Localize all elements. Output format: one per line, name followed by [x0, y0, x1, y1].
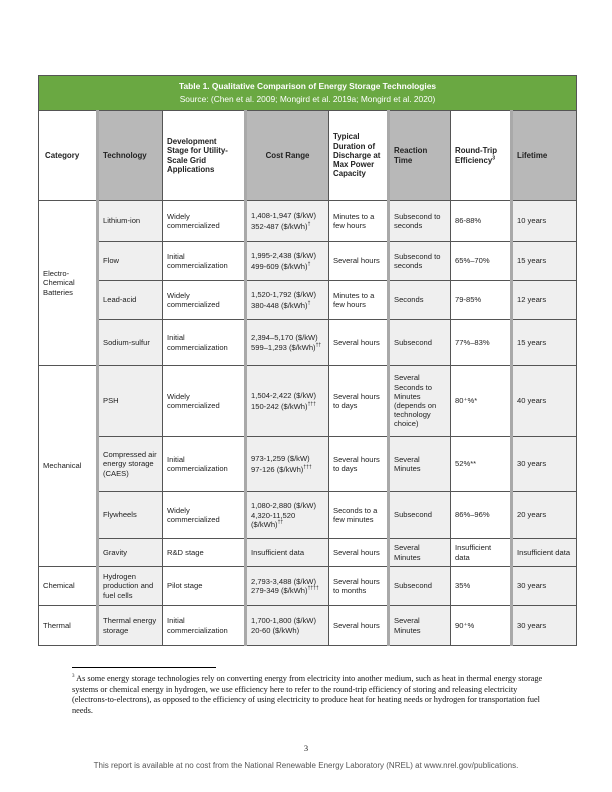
lifetime-cell: 30 years [512, 567, 577, 606]
technology-cell: Lithium-ion [98, 201, 163, 242]
table-row [39, 437, 577, 492]
table-row [39, 539, 577, 567]
header-duration: Typical Duration of Discharge at Max Power Capacity [329, 111, 389, 201]
cost-range-cell [246, 201, 329, 242]
page-footer: This report is available at no cost from the National Renewable Energy Laboratory (NREL) at www.nrel.gov/publications. [93, 761, 519, 770]
energy-storage-comparison-table [38, 75, 577, 646]
duration-cell: Several hours [329, 320, 389, 366]
cost-line [251, 626, 324, 635]
reaction-time-cell: Several Minutes [389, 437, 451, 492]
cost-range-cell [246, 539, 329, 567]
cost-range-cell [246, 437, 329, 492]
cost-range-cell [246, 606, 329, 646]
technology-cell: Gravity [98, 539, 163, 567]
efficiency-cell: 80⁺%* [451, 366, 512, 437]
table-title: Table 1. Qualitative Comparison of Energy Storage Technologies [179, 81, 437, 91]
cost-note-mark: †† [315, 342, 322, 349]
cost-line [251, 465, 324, 474]
table-row [39, 492, 577, 539]
cost-note-mark: † [307, 260, 311, 267]
development-stage-cell: R&D stage [163, 539, 246, 567]
cost-value: 2,394–5,170 ($/kW) [251, 332, 318, 342]
cost-value: 380-448 ($/kWh) [251, 300, 308, 310]
efficiency-cell: 79-85% [451, 281, 512, 320]
development-stage-cell: Initial commercialization [163, 437, 246, 492]
cost-line [251, 262, 324, 271]
lifetime-cell: 30 years [512, 606, 577, 646]
technology-cell: PSH [98, 366, 163, 437]
cost-line [251, 454, 324, 463]
technology-cell: Thermal energy storage [98, 606, 163, 646]
efficiency-cell: 52%** [451, 437, 512, 492]
technology-cell: Sodium-sulfur [98, 320, 163, 366]
cost-line [251, 343, 324, 352]
cost-line [251, 333, 324, 342]
reaction-time-cell: Subsecond [389, 492, 451, 539]
cost-range-cell [246, 366, 329, 437]
efficiency-cell: 65%–70% [451, 242, 512, 281]
cost-range-cell [246, 281, 329, 320]
reaction-time-cell: Seconds [389, 281, 451, 320]
footnote-divider [72, 667, 216, 668]
cost-value: 599–1,293 ($/kWh) [251, 343, 316, 352]
cost-value: 499-609 ($/kWh) [251, 261, 308, 271]
duration-cell: Several hours to days [329, 437, 389, 492]
table-row [39, 567, 577, 606]
lifetime-cell: 20 years [512, 492, 577, 539]
reaction-time-cell: Several Minutes [389, 606, 451, 646]
development-stage-cell: Initial commercialization [163, 606, 246, 646]
cost-value: 1,080-2,880 ($/kW) [251, 500, 316, 510]
duration-cell: Seconds to a few minutes [329, 492, 389, 539]
development-stage-cell: Widely commercialized [163, 201, 246, 242]
cost-line [251, 222, 324, 231]
cost-line [251, 290, 324, 299]
cost-range-cell [246, 242, 329, 281]
cost-value: 4,320-11,520 ($/kWh) [251, 510, 296, 530]
category-cell: Chemical [39, 567, 98, 606]
lifetime-cell: 10 years [512, 201, 577, 242]
table-row [39, 320, 577, 366]
technology-cell: Lead-acid [98, 281, 163, 320]
development-stage-cell: Widely commercialized [163, 492, 246, 539]
cost-note-mark: ††† [303, 463, 312, 470]
cost-value: 2,793-3,488 ($/kW) 279-349 ($/kWh) [251, 576, 316, 595]
header-efficiency: Round-Trip Efficiency$^3$ [451, 111, 512, 201]
table-header-row [39, 111, 577, 201]
cost-line [251, 211, 324, 220]
page-number: 3 [303, 743, 309, 753]
cost-line [251, 577, 324, 595]
technology-cell: Flywheels [98, 492, 163, 539]
cost-line [251, 501, 324, 510]
reaction-time-cell: Subsecond [389, 320, 451, 366]
cost-line [251, 301, 324, 310]
category-cell: Thermal [39, 606, 98, 646]
cost-note-mark: ††† [307, 400, 316, 407]
header-technology: Technology [98, 111, 163, 201]
development-stage-cell: Widely commercialized [163, 366, 246, 437]
table-title-row [39, 76, 577, 111]
cost-line [251, 251, 324, 260]
header-cost-range: Cost Range [246, 111, 329, 201]
cost-note-mark: † [307, 220, 311, 227]
cost-value: 150-242 ($/kWh) [251, 401, 308, 411]
cost-note-mark: †††† [307, 585, 319, 592]
header-category: Category [39, 111, 98, 201]
cost-note-mark: †† [277, 519, 284, 526]
duration-cell: Minutes to a few hours [329, 281, 389, 320]
reaction-time-cell: Several Minutes [389, 539, 451, 567]
header-lifetime: Lifetime [512, 111, 577, 201]
reaction-time-cell: Several Seconds to Minutes (depends on technology choice) [389, 366, 451, 437]
cost-value: 1,995-2,438 ($/kW) [251, 251, 316, 261]
cost-line [251, 616, 324, 625]
footnote: $^3$ As some energy storage technologies rely on converting energy from electricity into another medium, such as heat in thermal energy storage systems or chemical energy in hydrogen, we use efficiency here to refer to the round-trip efficiency of storing and releasing electricity (electrons-to-electrons), as opposed to the efficiency of using electricity to produce heat for heating needs or hydrogen for transportation fuel needs. [72, 674, 543, 715]
duration-cell: Several hours [329, 242, 389, 281]
duration-cell: Several hours [329, 539, 389, 567]
cost-range-cell [246, 492, 329, 539]
reaction-time-cell: Subsecond to seconds [389, 201, 451, 242]
category-cell: Mechanical [39, 366, 98, 567]
duration-cell: Several hours to days [329, 366, 389, 437]
development-stage-cell: Widely commercialized [163, 281, 246, 320]
technology-cell: Hydrogen production and fuel cells [98, 567, 163, 606]
duration-cell: Several hours to months [329, 567, 389, 606]
cost-line [251, 511, 324, 529]
table-row [39, 201, 577, 242]
cost-value: Insufficient data [251, 547, 305, 557]
lifetime-cell: 30 years [512, 437, 577, 492]
efficiency-cell: 35% [451, 567, 512, 606]
duration-cell: Minutes to a few hours [329, 201, 389, 242]
cost-range-cell [246, 320, 329, 366]
category-cell: Electro-Chemical Batteries [39, 201, 98, 366]
lifetime-cell: 15 years [512, 242, 577, 281]
efficiency-cell: 86-88% [451, 201, 512, 242]
reaction-time-cell: Subsecond [389, 567, 451, 606]
cost-note-mark: † [307, 299, 311, 306]
header-development-stage: Development Stage for Utility-Scale Grid Applications [163, 111, 246, 201]
header-reaction-time: Reaction Time [389, 111, 451, 201]
cost-value: 97-126 ($/kWh) [251, 464, 304, 474]
lifetime-cell: 15 years [512, 320, 577, 366]
efficiency-cell: 86%–96% [451, 492, 512, 539]
development-stage-cell: Pilot stage [163, 567, 246, 606]
table-source: Source: (Chen et al. 2009; Mongird et al. 2019a; Mongird et al. 2020) [179, 94, 436, 104]
cost-value: 1,520-1,792 ($/kW) [251, 290, 316, 300]
efficiency-cell: 90⁺% [451, 606, 512, 646]
reaction-time-cell: Subsecond to seconds [389, 242, 451, 281]
cost-value: 973-1,259 ($/kW) [251, 454, 310, 464]
lifetime-cell: 12 years [512, 281, 577, 320]
technology-cell: Compressed air energy storage (CAES) [98, 437, 163, 492]
table-row [39, 281, 577, 320]
table-row [39, 606, 577, 646]
cost-value: 352-487 ($/kWh) [251, 221, 308, 231]
duration-cell: Several hours [329, 606, 389, 646]
development-stage-cell: Initial commercialization [163, 242, 246, 281]
cost-value: 20-60 ($/kWh) [251, 626, 300, 635]
table-row [39, 242, 577, 281]
cost-value: 1,504-2,422 ($/kW) [251, 391, 316, 401]
cost-line [251, 391, 324, 400]
cost-range-cell [246, 567, 329, 606]
development-stage-cell: Initial commercialization [163, 320, 246, 366]
cost-line [251, 548, 324, 557]
lifetime-cell: 40 years [512, 366, 577, 437]
lifetime-cell: Insufficient data [512, 539, 577, 567]
technology-cell: Flow [98, 242, 163, 281]
cost-value: 1,408-1,947 ($/kW) [251, 211, 316, 221]
cost-line [251, 402, 324, 411]
footnote-ref: 3 [492, 154, 496, 161]
cost-value: 1,700-1,800 ($/kW) [251, 615, 316, 625]
efficiency-cell: 77%–83% [451, 320, 512, 366]
table-row [39, 366, 577, 437]
efficiency-cell: Insufficient data [451, 539, 512, 567]
